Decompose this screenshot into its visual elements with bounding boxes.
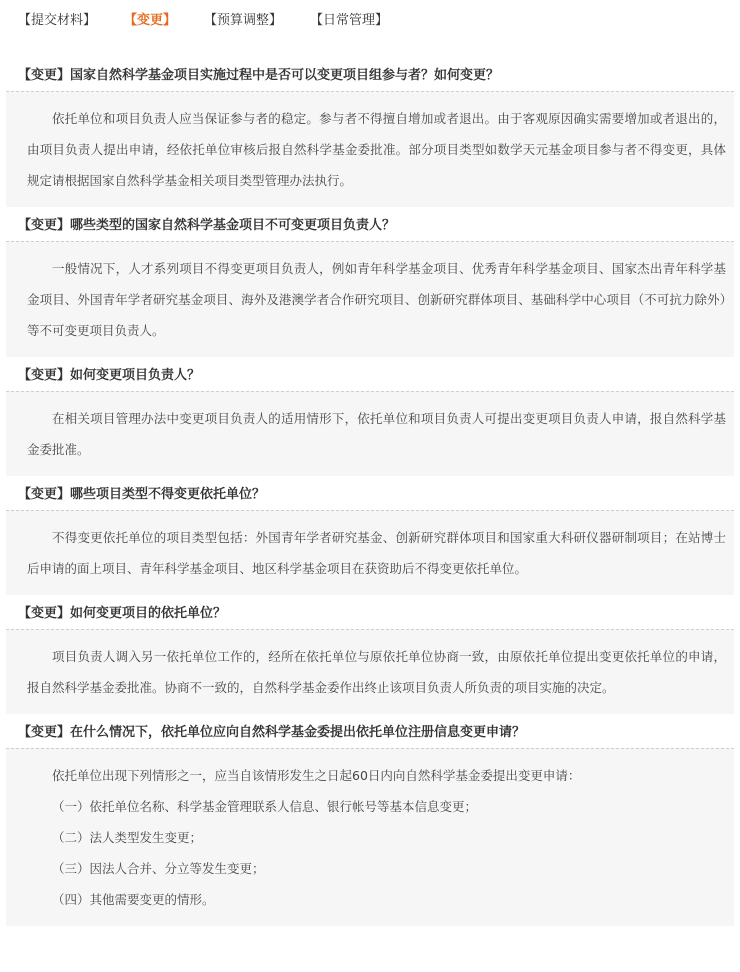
faq-answer <box>6 629 734 714</box>
faq-answer-text: 依托单位出现下列情形之一，应当自该情形发生之日起60日内向自然科学基金委提出变更申请： <box>52 768 581 783</box>
faq-item <box>6 211 734 357</box>
faq-question: 【变更】如何变更项目的依托单位？ <box>18 606 227 621</box>
category-tabs <box>0 0 740 36</box>
faq-item <box>6 361 734 476</box>
faq-item <box>6 61 734 207</box>
faq-answer-text: 不得变更依托单位的项目类型包括：外国青年学者研究基金、创新研究群体项目和国家重大科研仪器研制项目；在站博士后申请的面上项目、青年科学基金项目、地区科学基金项目在获资助后不得变更依托单位。 <box>27 530 726 576</box>
faq-list-item: （一）依托单位名称、科学基金管理联系人信息、银行帐号等基本信息变更； <box>52 799 478 814</box>
faq-question: 【变更】国家自然科学基金项目实施过程中是否可以变更项目组参与者？如何变更？ <box>18 68 500 83</box>
faq-item <box>6 599 734 714</box>
faq-answer <box>6 241 734 357</box>
faq-item <box>6 718 734 926</box>
faq-question: 【变更】如何变更项目负责人？ <box>18 368 201 383</box>
faq-answer-text: 项目负责人调入另一依托单位工作的，经所在依托单位与原依托单位协商一致，由原依托单位提出变更依托单位的申请，报自然科学基金委批准。协商不一致的，自然科学基金委作出终止该项目负责人所负责的项目实施的决定。 <box>27 649 726 695</box>
faq-list-item: （二）法人类型发生变更； <box>52 830 203 845</box>
tab-change[interactable]: 【变更】 <box>124 12 177 28</box>
faq-list-item: （三）因法人合并、分立等发生变更； <box>52 861 265 876</box>
faq-answer-text: 一般情况下，人才系列项目不得变更项目负责人，例如青年科学基金项目、优秀青年科学基金项目、国家杰出青年科学基金项目、外国青年学者研究基金项目、海外及港澳学者合作研究项目、创新研究群体项目、基础科学中心项目（不可抗力除外）等不可变更项目负责人。 <box>27 261 726 338</box>
faq-answer <box>6 510 734 595</box>
tab-submit-materials[interactable]: 【提交材料】 <box>18 12 97 28</box>
spacer <box>0 36 740 61</box>
faq-answer <box>6 391 734 476</box>
faq-answer <box>6 91 734 207</box>
faq-item <box>6 480 734 595</box>
faq-answer-text: 依托单位和项目负责人应当保证参与者的稳定。参与者不得擅自增加或者退出。由于客观原因确实需要增加或者退出的，由项目负责人提出申请，经依托单位审核后报自然科学基金委批准。部分项目类型如数学天元基金项目参与者不得变更，具体规定请根据国家自然科学基金相关项目类型管理办法执行。 <box>27 111 726 188</box>
tab-budget-adjustment[interactable]: 【预算调整】 <box>204 12 283 28</box>
faq-question: 【变更】哪些类型的国家自然科学基金项目不可变更项目负责人？ <box>18 218 396 233</box>
faq-question: 【变更】在什么情况下，依托单位应向自然科学基金委提出依托单位注册信息变更申请？ <box>18 725 526 740</box>
faq-list-item: （四）其他需要变更的情形。 <box>52 892 215 907</box>
faq-answer <box>6 748 734 926</box>
faq-question: 【变更】哪些项目类型不得变更依托单位？ <box>18 487 266 502</box>
tab-daily-management[interactable]: 【日常管理】 <box>310 12 389 28</box>
faq-answer-text: 在相关项目管理办法中变更项目负责人的适用情形下，依托单位和项目负责人可提出变更项目负责人申请，报自然科学基金委批准。 <box>27 411 726 457</box>
